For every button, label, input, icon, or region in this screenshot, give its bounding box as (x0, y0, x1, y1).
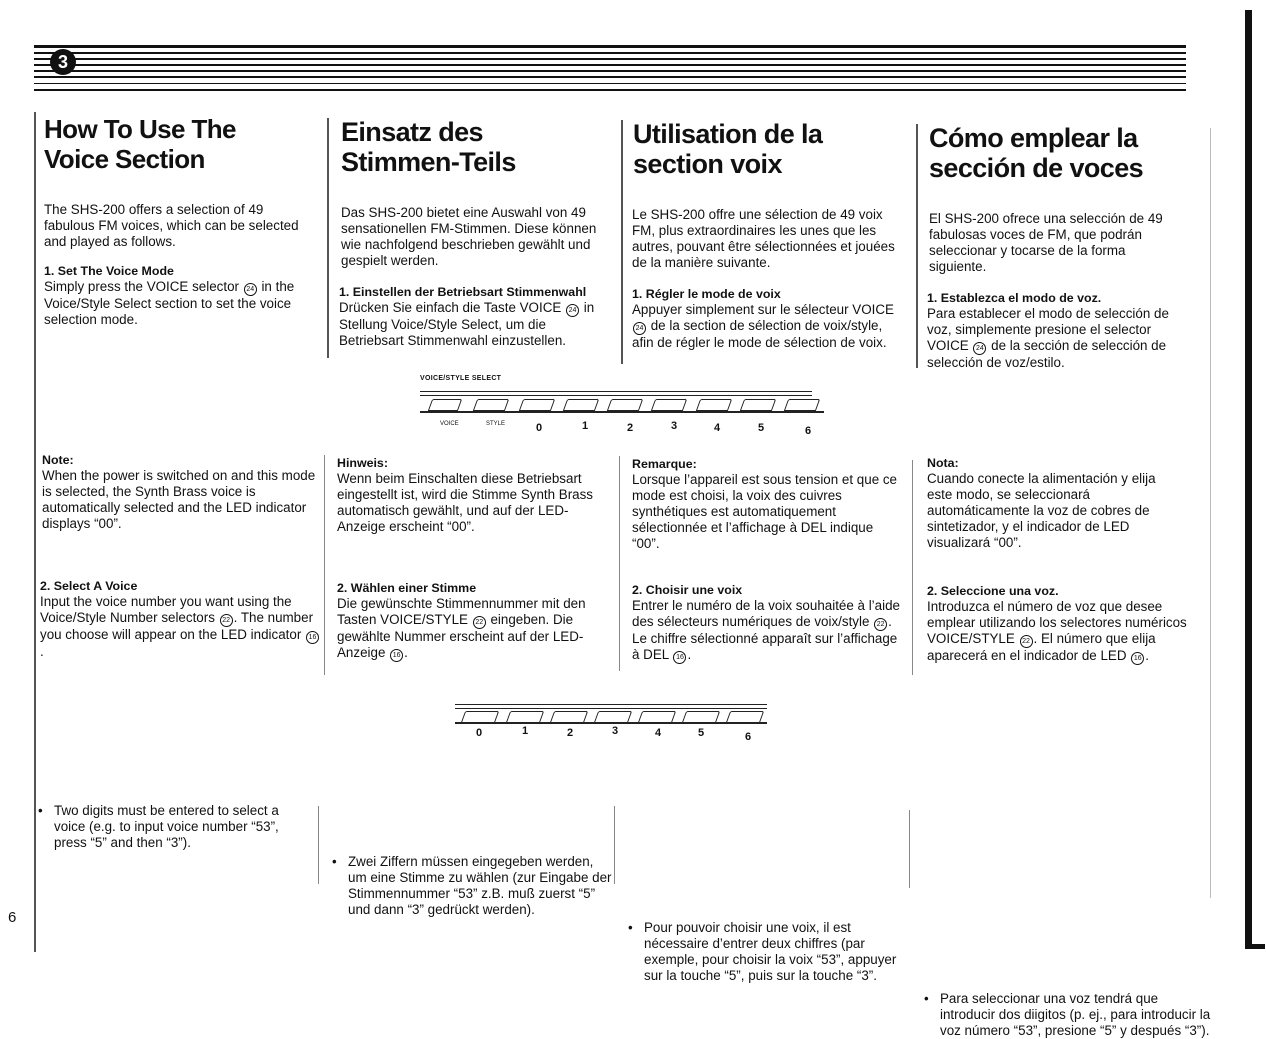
french-step1: 1. Régler le mode de voix Appuyer simplement sur le sélecteur VOICE 24 de la section de sélection de voix/style, afin de régler le mode de sélection de voix. (632, 287, 894, 350)
ref-circle: 24 (244, 283, 257, 296)
french-step2: 2. Choisir une voix Entrer le numéro de la voix souhaitée à l’aide des sélecteurs numériques de voix/style 22 . Le chiffre sélectionné apparaît sur l’affichage à DEL 16 . (632, 583, 900, 662)
section-number-badge: 3 (50, 49, 76, 75)
style-key (473, 399, 509, 411)
header-rule (34, 76, 1186, 78)
panel-top-line (455, 708, 767, 709)
key-number-label: 3 (612, 725, 619, 737)
column-rule (916, 124, 918, 368)
english-bullet: • Two digits must be entered to select a voice (e.g. to input voice number “53”, press “5” and then “3”). (38, 803, 302, 851)
column-rule (614, 806, 615, 884)
german-bullet: • Zwei Ziffern müssen eingegeben werden, um eine Stimme zu wählen (zur Eingabe der Stimmennummer “53” z.B. muß zuerst “5” und dann “3” gedrückt werden). (332, 854, 613, 918)
key-number-label: 6 (805, 425, 812, 437)
column-rule (619, 456, 620, 671)
number-key-0 (519, 399, 555, 411)
column-rule (621, 120, 623, 364)
ref-circle: 16 (390, 649, 403, 662)
key-baseline (455, 722, 767, 724)
ref-circle: 24 (566, 304, 579, 317)
column-rule (327, 118, 329, 358)
french-bullet: • Pour pouvoir choisir une voix, il est nécessaire d’entrer deux chiffres (par exemple, pour choisir la voix “53”, appuyer sur la touche “5”, puis sur la touche “3”. (628, 920, 906, 984)
ref-circle: 16 (673, 651, 686, 664)
panel-top-line (420, 395, 812, 396)
ref-circle: 22 (1020, 635, 1033, 648)
page-edge-bar (1245, 10, 1252, 948)
ref-circle: 22 (473, 616, 486, 629)
english-intro: The SHS-200 offers a selection of 49 fabulous FM voices, which can be selected and played as follows. (44, 202, 299, 249)
panel-top-line (455, 704, 767, 705)
column-rule (909, 810, 910, 888)
key-number-label: 0 (476, 727, 483, 739)
voice-label: VOICE (440, 421, 459, 427)
german-intro: Das SHS-200 bietet eine Auswahl von 49 sensationellen FM-Stimmen. Diese können wie nachfolgend beschrieben gewählt und gespielt werden. (341, 205, 597, 268)
ref-circle: 16 (1131, 652, 1144, 665)
voice-key (428, 399, 462, 411)
french-title: Utilisation de la section voix (633, 119, 823, 179)
spanish-step2: 2. Seleccione una voz. Introduzca el número de voz que desee emplear utilizando los selectores numéricos VOICE/STYLE 22 . El número que elija aparecerá en el indicador de LED 16 . (927, 584, 1187, 663)
header-rule (34, 58, 1186, 60)
number-key-1 (563, 399, 599, 411)
ref-circle: 24 (973, 342, 986, 355)
ref-circle: 24 (633, 322, 646, 335)
key-number-label: 2 (567, 727, 574, 739)
ref-circle: 16 (306, 631, 319, 644)
ref-circle: 22 (220, 614, 233, 627)
panel-label: VOICE/STYLE SELECT (420, 375, 502, 382)
ref-circle: 22 (874, 618, 887, 631)
german-step1: 1. Einstellen der Betriebsart Stimmenwahl Drücken Sie einfach die Taste VOICE 24 in Stellung Voice/Style Select, um die Betriebsart Stimmenwahl einzustellen. (339, 285, 595, 348)
panel-top-line (420, 391, 812, 392)
key-baseline (420, 411, 824, 413)
number-key-5 (740, 399, 776, 411)
page-number: 6 (8, 909, 17, 926)
english-note: Note: When the power is switched on and this mode is selected, the Synth Brass voice is automatically selected and the LED indicator displays “00”. (42, 453, 316, 531)
number-key-4 (696, 399, 732, 411)
spanish-step1: 1. Establezca el modo de voz. Para establecer el modo de selección de voz, simplemente presione el selector VOICE 24 de la sección de selección de selección de voz/estilo. (927, 291, 1169, 370)
header-rule (34, 70, 1186, 72)
german-title: Einsatz des Stimmen-Teils (341, 117, 516, 177)
english-title: How To Use The Voice Section (44, 114, 236, 174)
key-number-label: 1 (522, 725, 529, 737)
english-step2: 2. Select A Voice Input the voice number you want using the Voice/Style Number selectors 22 . The number you choose will appear on the LED indicator 16. (40, 578, 320, 660)
style-label: STYLE (486, 421, 506, 427)
key-number-label: 6 (745, 731, 752, 743)
key-number-label: 4 (655, 727, 662, 739)
spanish-bullet: • Para seleccionar una voz tendrá que introducir dos diigitos (p. ej., para introducir la voz número “53”, presione “5” y después “3”). (924, 991, 1215, 1039)
spanish-intro: El SHS-200 ofrece una selección de 49 fabulosas voces de FM, que podrán seleccionar y tocarse de la forma siguiente. (929, 211, 1163, 274)
number-key-6 (784, 399, 820, 411)
column-rule (324, 455, 325, 675)
key-number-label: 4 (714, 422, 721, 434)
number-key-3 (651, 399, 687, 411)
page-edge-foot (1245, 944, 1265, 949)
column-rule (34, 112, 36, 952)
spanish-title: Cómo emplear la sección de voces (929, 123, 1144, 183)
english-step1: 1. Set The Voice Mode Simply press the VOICE selector 24 in the Voice/Style Select section to set the voice selection mode. (44, 264, 295, 327)
key-number-label: 0 (536, 422, 543, 434)
key-number-label: 5 (698, 727, 705, 739)
header-rule (34, 89, 1186, 91)
key-number-label: 3 (671, 420, 678, 432)
key-number-label: 1 (582, 420, 589, 432)
header-rule (34, 64, 1186, 66)
key-number-label: 2 (627, 422, 634, 434)
german-note: Hinweis: Wenn beim Einschalten diese Betriebsart eingestellt ist, wird die Stimme Synth Brass automatisch gewählt, und auf der LED-Anzeige erscheint “00”. (337, 456, 594, 534)
german-step2: 2. Wählen einer Stimme Die gewünschte Stimmennummer mit den Tasten VOICE/STYLE 22 eingeben. Die gewählte Nummer erscheint auf der LED-Anzeige 16 . (337, 581, 586, 660)
column-rule (318, 806, 319, 884)
column-rule (1210, 128, 1211, 898)
number-key-2 (607, 399, 643, 411)
header-rule (34, 83, 1186, 84)
spanish-note: Nota: Cuando conecte la alimentación y elija este modo, se seleccionará automáticamente la voz de cobres de sintetizador, y el indicador de LED visualizará “00”. (927, 456, 1156, 550)
column-rule (912, 460, 913, 675)
header-rule (34, 45, 1186, 48)
french-intro: Le SHS-200 offre une sélection de 49 voix FM, plus extraordinaires les unes que les autres, pouvant être sélectionnées et jouées de la manière suivante. (632, 207, 895, 270)
header-rule (34, 52, 1186, 54)
key-number-label: 5 (758, 422, 765, 434)
french-note: Remarque: Lorsque l’appareil est sous tension et que ce mode est choisi, la voix des cuivres synthétiques est automatiquement sélectionnée et l’affichage à DEL indique “00”. (632, 457, 898, 551)
